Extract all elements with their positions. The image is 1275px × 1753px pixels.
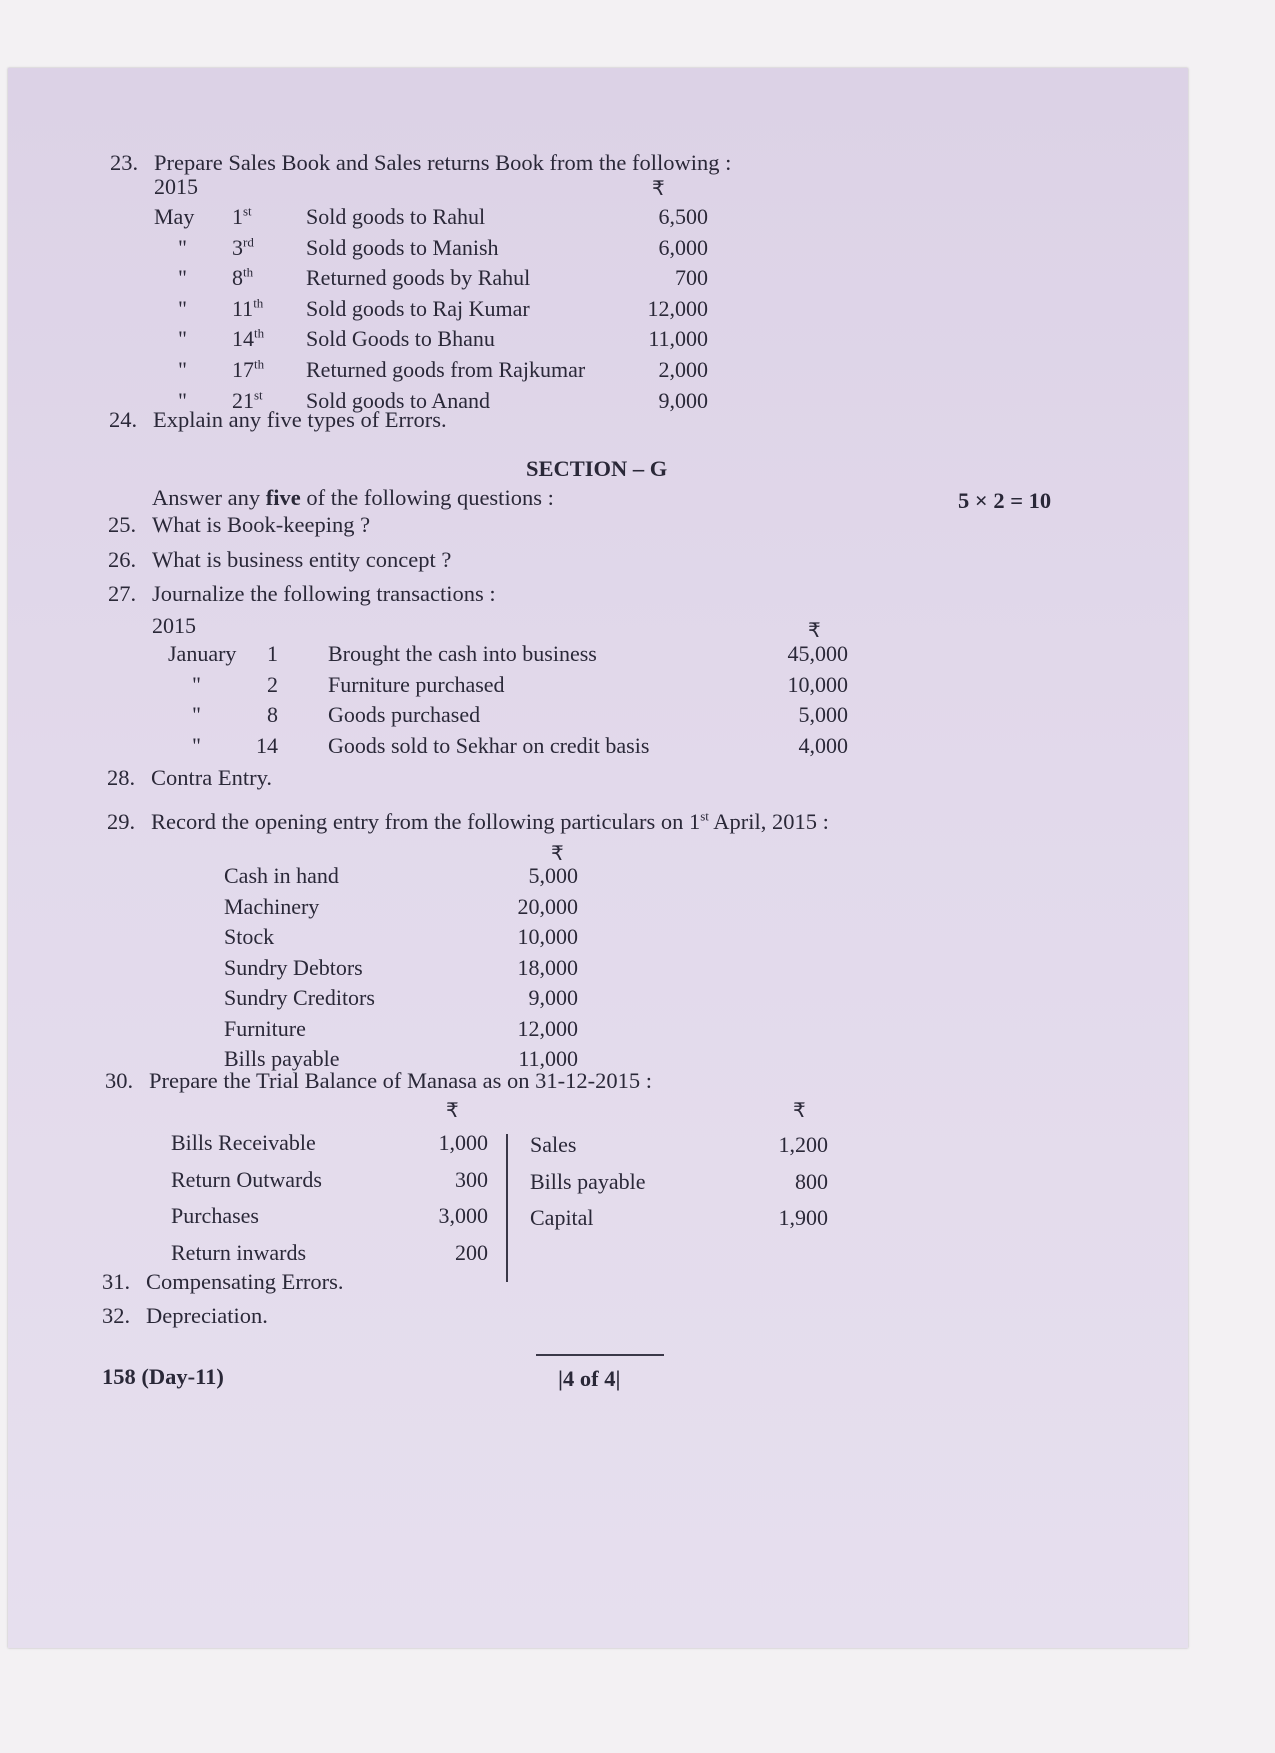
q23-row-date	[232, 356, 265, 382]
q27-row-particular: Brought the cash into business	[328, 641, 597, 666]
q23-row-month: "	[178, 235, 187, 260]
q23-row-day-suffix: th	[254, 325, 265, 341]
q29-row-amount: 20,000	[517, 894, 578, 919]
q30-left-amount: 300	[455, 1167, 488, 1192]
q29-row-amount: 9,000	[528, 985, 578, 1010]
q27-rupee-symbol: ₹	[808, 618, 821, 642]
q23-row-amount: 9,000	[658, 388, 708, 413]
q27-row-day: 1	[267, 641, 278, 666]
q23-row-day-suffix: th	[253, 295, 264, 311]
q23-row-day: 21	[232, 388, 254, 413]
q30-left-item: Return Outwards	[171, 1167, 322, 1192]
q27-row-day: 2	[267, 672, 278, 697]
q23-row-day-suffix: st	[254, 387, 263, 403]
section-title: SECTION – G	[526, 456, 668, 481]
q30-left-amount: 200	[455, 1240, 488, 1265]
instruction-pre: Answer any	[152, 485, 266, 510]
q23-row-day-suffix: rd	[243, 234, 254, 250]
q31-number: 31.	[102, 1269, 131, 1294]
q23-row-particular: Sold Goods to Bhanu	[306, 326, 495, 351]
q30-left-item: Bills Receivable	[171, 1130, 316, 1155]
q30-right-item: Sales	[530, 1132, 577, 1157]
footer-code: 158 (Day-11)	[102, 1364, 224, 1389]
q29-row-item: Sundry Debtors	[224, 955, 363, 980]
trial-balance-divider	[506, 1134, 508, 1282]
q23-row-day: 8	[232, 265, 243, 290]
q29-row-amount: 11,000	[518, 1046, 578, 1071]
q23-number: 23.	[110, 150, 139, 175]
q30-rupee-left: ₹	[446, 1098, 459, 1122]
q23-row-amount: 2,000	[658, 357, 708, 382]
q31-text: Compensating Errors.	[146, 1269, 344, 1294]
q23-row-day-suffix: st	[243, 203, 252, 219]
q30-left-item: Purchases	[171, 1203, 259, 1228]
q32-text: Depreciation.	[146, 1303, 268, 1328]
q25-number: 25.	[108, 512, 137, 537]
q32-number: 32.	[102, 1303, 131, 1328]
instruction-post: of the following questions :	[300, 485, 554, 510]
q30-right-amount: 1,200	[778, 1132, 828, 1157]
q23-row-day: 1	[232, 204, 243, 229]
q30-right-item: Capital	[530, 1205, 594, 1230]
q30-left-amount: 1,000	[438, 1130, 488, 1155]
q23-row-month: "	[178, 296, 187, 321]
q30-right-amount: 800	[795, 1169, 828, 1194]
q23-row-day: 17	[232, 357, 254, 382]
q23-row-amount: 6,000	[658, 235, 708, 260]
q30-number: 30.	[105, 1068, 134, 1093]
exam-page	[8, 68, 1188, 1648]
q23-row-particular: Sold goods to Anand	[306, 388, 490, 413]
q27-row-amount: 45,000	[787, 641, 848, 666]
q27-row-amount: 4,000	[798, 733, 848, 758]
q27-row-month: "	[192, 702, 201, 727]
q25-text: What is Book-keeping ?	[152, 512, 371, 537]
q29-row-amount: 12,000	[517, 1016, 578, 1041]
q29-row-item: Sundry Creditors	[224, 985, 375, 1010]
q29-text	[151, 808, 829, 834]
q26-number: 26.	[108, 547, 137, 572]
q27-row-amount: 5,000	[798, 702, 848, 727]
q30-text: Prepare the Trial Balance of Manasa as on 31-12-2015 :	[149, 1068, 652, 1093]
q23-row-day: 3	[232, 235, 243, 260]
q30-right-item: Bills payable	[530, 1169, 646, 1194]
q27-row-month: "	[192, 672, 201, 697]
footer-rule	[536, 1354, 664, 1356]
q29-row-item: Machinery	[224, 894, 320, 919]
q29-row-item: Bills payable	[224, 1046, 340, 1071]
q28-number: 28.	[107, 765, 136, 790]
q23-text: Prepare Sales Book and Sales returns Book from the following :	[154, 150, 732, 175]
q28-text: Contra Entry.	[151, 765, 273, 790]
section-marks: 5 × 2 = 10	[958, 488, 1052, 513]
q23-row-particular: Sold goods to Manish	[306, 235, 499, 260]
q23-row-particular: Returned goods by Rahul	[306, 265, 531, 290]
q23-row-month: May	[154, 204, 195, 229]
q23-row-day-suffix: th	[254, 356, 265, 372]
q23-row-month: "	[178, 265, 187, 290]
q29-row-amount: 5,000	[528, 863, 578, 888]
q27-number: 27.	[108, 581, 137, 606]
q23-row-particular: Returned goods from Rajkumar	[306, 357, 586, 382]
q23-row-month: "	[178, 388, 187, 413]
q23-row-date	[232, 203, 252, 229]
q29-number: 29.	[107, 809, 136, 834]
q23-row-particular: Sold goods to Rahul	[306, 204, 486, 229]
q29-row-item: Furniture	[224, 1016, 306, 1041]
q23-row-date	[232, 234, 254, 260]
q29-row-amount: 10,000	[517, 924, 578, 949]
q27-row-amount: 10,000	[787, 672, 848, 697]
q27-row-month: January	[168, 641, 237, 666]
q23-row-amount: 11,000	[648, 326, 708, 351]
q27-text: Journalize the following transactions :	[152, 581, 496, 606]
q29-text-pre: Record the opening entry from the following particulars on 1	[151, 809, 701, 834]
q27-row-month: "	[192, 733, 201, 758]
q23-row-day: 14	[232, 326, 254, 351]
q23-row-month: "	[178, 357, 187, 382]
q27-year: 2015	[152, 613, 196, 638]
q27-row-particular: Furniture purchased	[328, 672, 505, 697]
q27-row-day: 8	[267, 702, 278, 727]
q23-row-month: "	[178, 326, 187, 351]
q29-text-sup: st	[700, 808, 709, 824]
q30-rupee-right: ₹	[793, 1098, 806, 1122]
section-instruction	[152, 487, 554, 510]
q27-row-particular: Goods purchased	[328, 702, 481, 727]
q23-row-amount: 12,000	[647, 296, 708, 321]
q26-text: What is business entity concept ?	[152, 547, 452, 572]
footer-page: |4 of 4|	[558, 1366, 621, 1391]
q29-rupee-symbol: ₹	[551, 841, 564, 865]
q29-row-item: Cash in hand	[224, 863, 339, 888]
instruction-bold: five	[265, 485, 301, 510]
q30-left-amount: 3,000	[438, 1203, 488, 1228]
q30-right-amount: 1,900	[778, 1205, 828, 1230]
q23-row-amount: 700	[675, 265, 708, 290]
q30-left-item: Return inwards	[171, 1240, 307, 1265]
q23-row-particular: Sold goods to Raj Kumar	[306, 296, 530, 321]
q23-row-day: 11	[232, 296, 254, 321]
q29-text-post: April, 2015 :	[708, 809, 829, 834]
q24-number: 24.	[109, 407, 138, 432]
q23-rupee-symbol: ₹	[652, 176, 665, 200]
q23-row-date	[232, 295, 264, 321]
q29-row-amount: 18,000	[517, 955, 578, 980]
q23-year: 2015	[154, 174, 198, 199]
q23-row-amount: 6,500	[658, 204, 708, 229]
q23-row-date	[232, 325, 265, 351]
q24-text: Explain any five types of Errors.	[153, 407, 447, 432]
q27-row-day: 14	[256, 733, 278, 758]
q23-row-date	[232, 264, 254, 290]
q23-row-day-suffix: th	[243, 264, 254, 280]
q29-row-item: Stock	[224, 924, 275, 949]
q27-row-particular: Goods sold to Sekhar on credit basis	[328, 733, 650, 758]
